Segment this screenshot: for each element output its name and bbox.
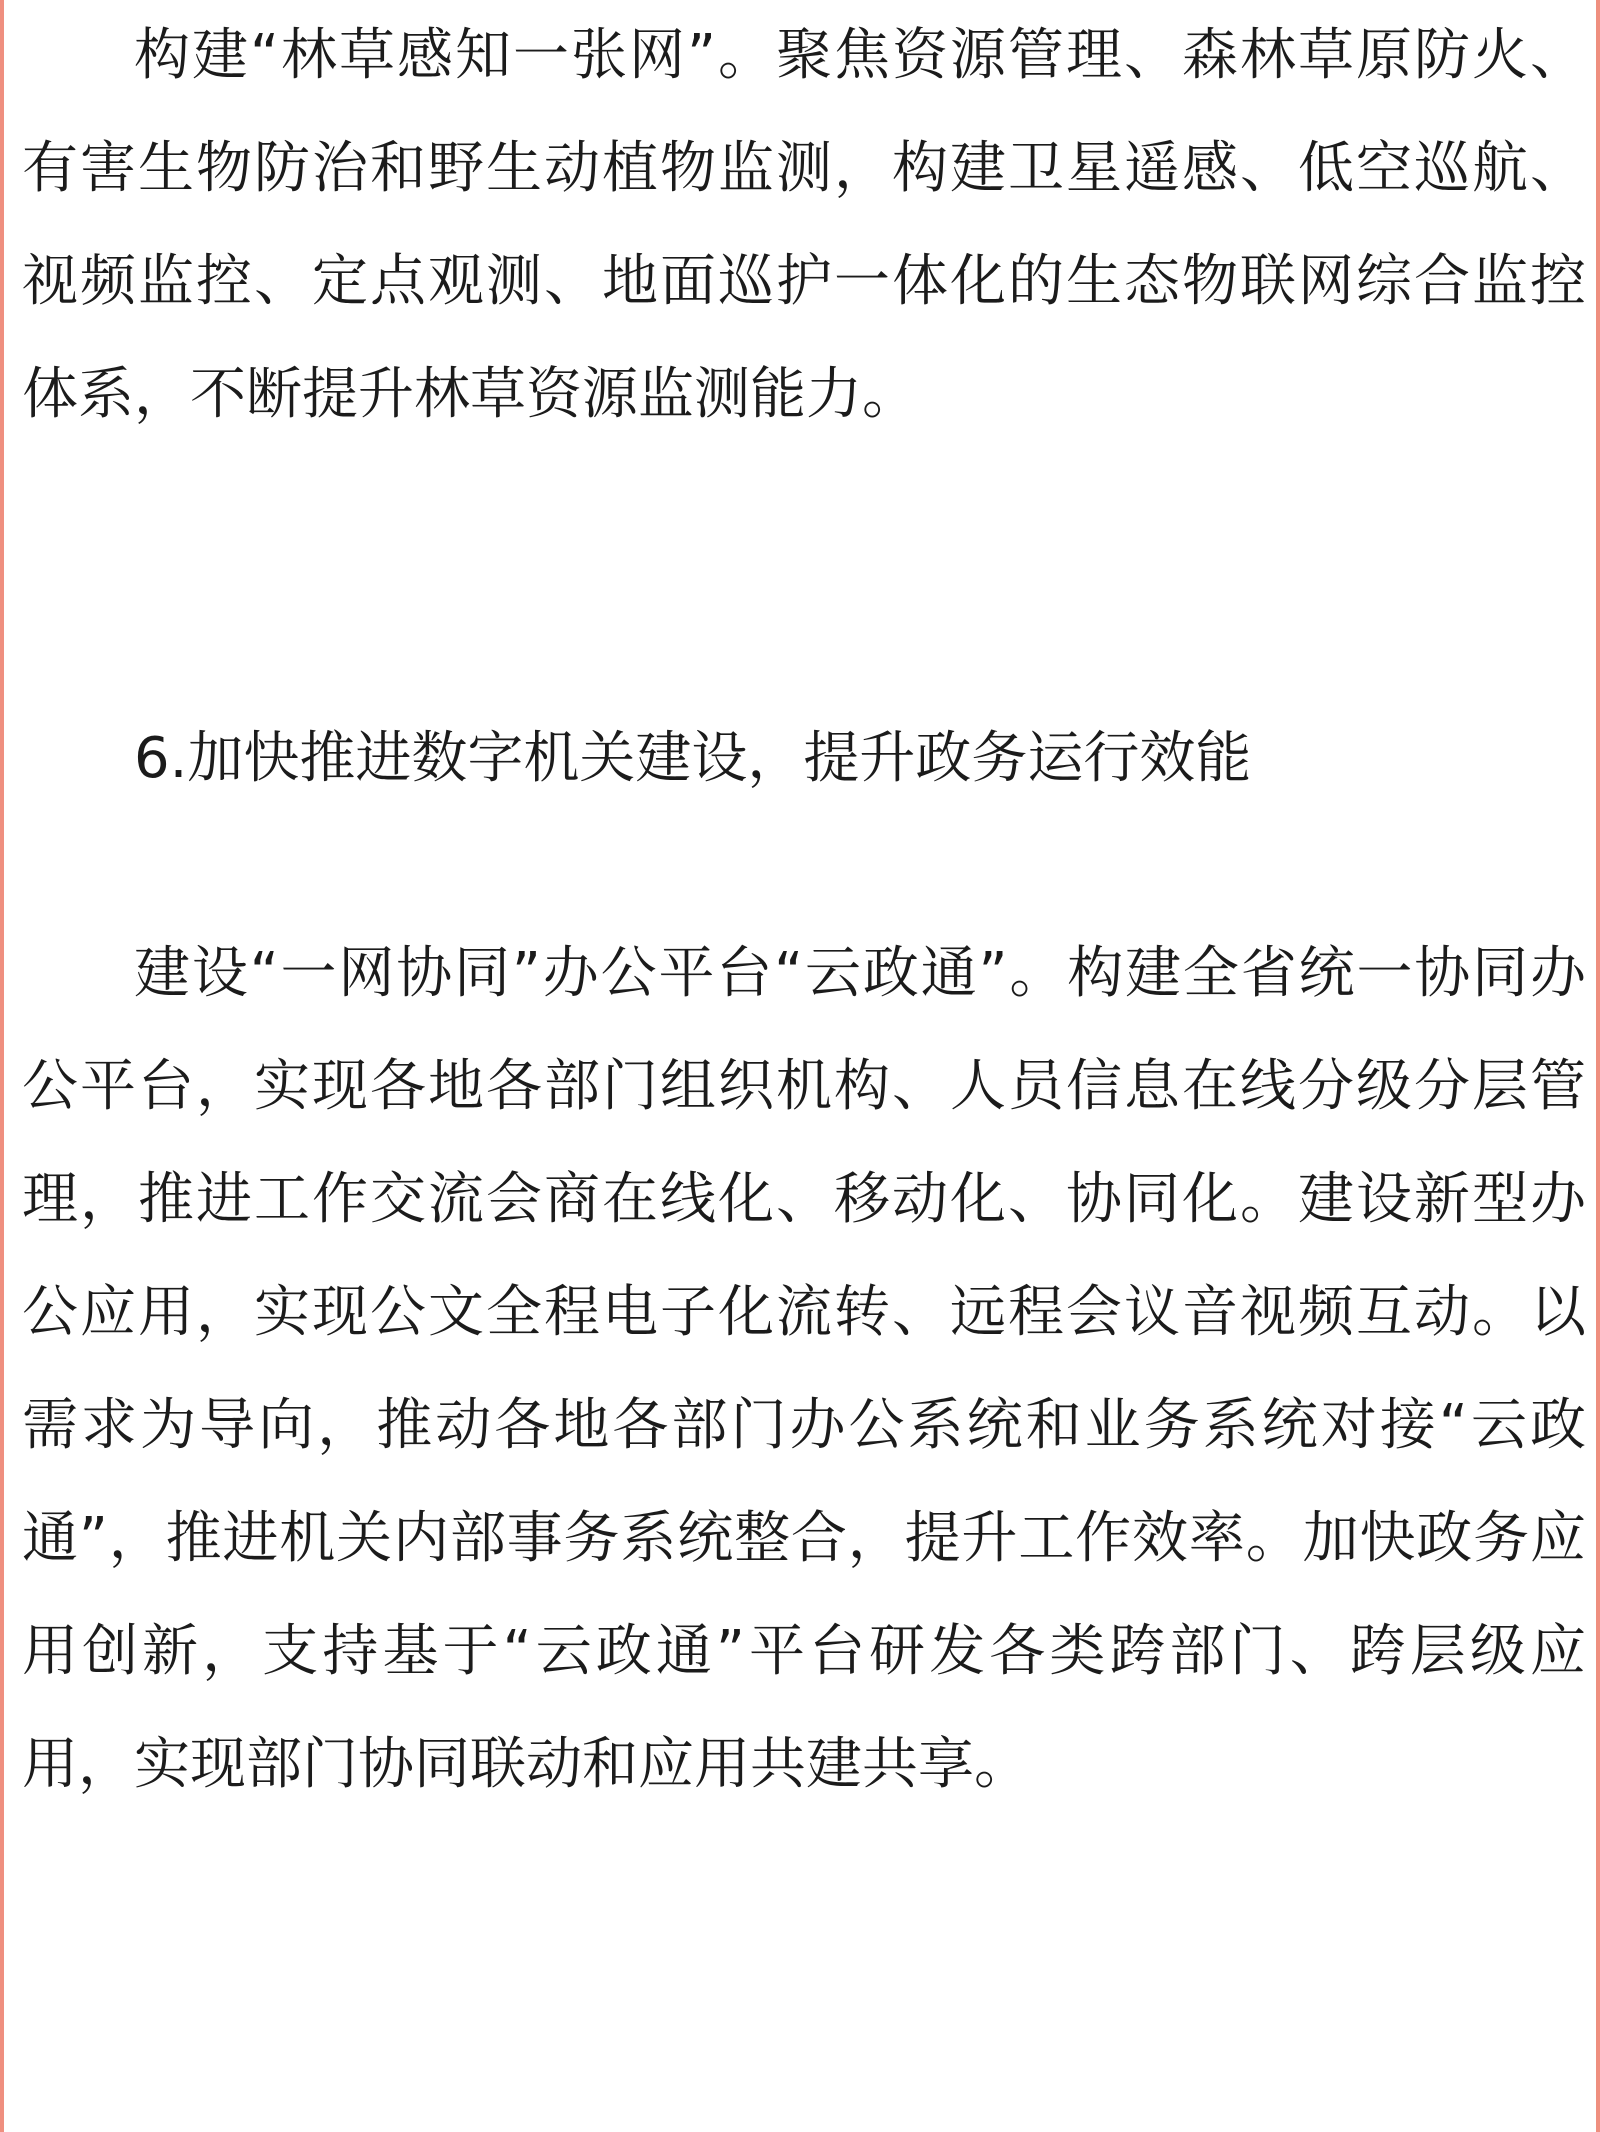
paragraph-forest-grass-monitoring: 构建“林草感知一张网”。聚焦资源管理、森林草原防火、有害生物防治和野生动植物监测，构建卫星遥感、低空巡航、视频监控、定点观测、地面巡护一体化的生态物联网综合监控体系，不断提升林草资源监测能力。 — [22, 23, 1586, 427]
section-heading: 6.加快推进数字机关建设，提升政务运行效能 — [134, 726, 1252, 791]
paragraph-yunzhengtong-platform: 建设“一网协同”办公平台“云政通”。构建全省统一协同办公平台，实现各地各部门组织机构、人员信息在线分级分层管理，推进工作交流会商在线化、移动化、协同化。建设新型办公应用，实现公文全程电子化流转、远程会议音视频互动。以需求为导向，推动各地各部门办公系统和业务系统对接“云政通”，推进机关内部事务系统整合，提升工作效率。加快政务应用创新，支持基于“云政通”平台研发各类跨部门、跨层级应用，实现部门协同联动和应用共建共享。 — [22, 941, 1586, 1797]
